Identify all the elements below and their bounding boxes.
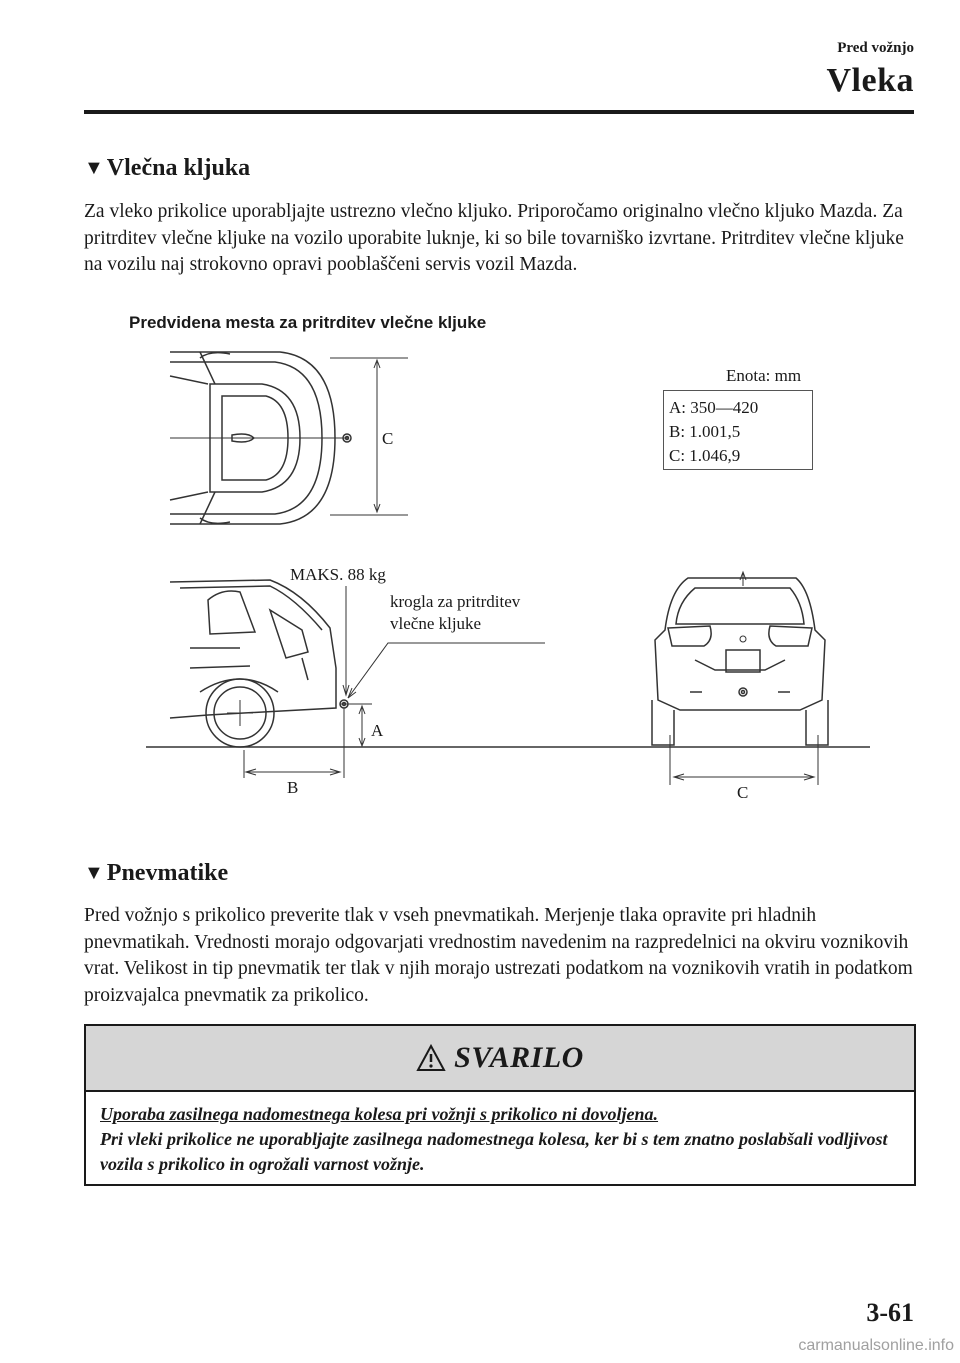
tow-ball-label-line2: vlečne kljuke [390, 614, 482, 633]
dimension-c-label-top: C [382, 429, 394, 448]
dimension-b-label: B [287, 778, 299, 797]
triangle-down-icon: ▼ [84, 862, 104, 884]
warning-line-2: Pri vleki prikolice ne uporabljajte zasilnega nadomestnega kolesa, ker bi s tem znatno poslabšali vodljivost vozila s prikolico in ogrožali varnost vožnje. [100, 1129, 888, 1174]
dimension-b [244, 708, 344, 778]
dimension-spec-box [663, 390, 813, 470]
header-divider [84, 110, 914, 114]
car-rear-view-illustration [652, 572, 828, 745]
tow-ball-leader-line [348, 643, 545, 698]
max-load-label: MAKS. 88 kg [290, 565, 386, 584]
spec-b: B: 1.001,5 [669, 422, 741, 441]
dimension-c-label-rear: C [737, 783, 749, 802]
section-paragraph: Pred vožnjo s prikolico preverite tlak v vseh pnevmatikah. Merjenje tlaka opravite pri hladnih pnevmatikah. Vrednosti morajo odgovarjati vrednostim navedenim na razpredelnici na okviru voznikovih vrat. Velikost in tip pnevmatik ter tlak v njih morajo ustrezati podatkom na voznikovih vratih in podatkom proizvajalca pnevmatik za prikolico. [84, 905, 913, 1006]
warning-box [84, 1024, 916, 1186]
page-number: 3-61 [866, 1298, 914, 1327]
unit-label: Enota: mm [726, 366, 802, 385]
section-heading-text: Pnevmatike [106, 860, 229, 886]
warning-title: SVARILO [454, 1041, 584, 1074]
dimension-a [340, 704, 372, 746]
tow-ball-label-line1: krogla za pritrditev [390, 592, 521, 611]
dimension-c-top [330, 358, 408, 515]
page-title: Vleka [826, 62, 914, 99]
warning-header [86, 1026, 914, 1092]
watermark: carmanualsonline.info [798, 1337, 954, 1354]
section-heading-tires [84, 860, 228, 887]
section-paragraph: Za vleko prikolice uporabljajte ustrezno vlečno kljuko. Priporočamo originalno vlečno kljuko Mazda. Za pritrditev vlečne kljuke na vozilo uporabite luknje, ki so bile tovarniško izvrtane. Pritrditev vlečne kljuke na vozilu naj strokovno opravi pooblaščeni servis vozil Mazda. [84, 201, 904, 275]
warning-line-1: Uporaba zasilnega nadomestnega kolesa pri vožnji s prikolico ni dovoljena. [100, 1104, 659, 1124]
warning-triangle-icon [416, 1044, 446, 1072]
car-side-view-illustration [170, 580, 336, 747]
figure-caption: Predvidena mesta za pritrditev vlečne kljuke [129, 313, 487, 332]
dimension-a-label: A [371, 721, 384, 740]
section-heading-tow-hitch [84, 155, 250, 182]
tow-ball-marker-rear [739, 688, 747, 696]
header-section-label: Pred vožnjo [837, 40, 914, 56]
dimension-c-rear [670, 735, 818, 785]
car-top-view-illustration [170, 352, 348, 524]
section-heading-text: Vlečna kljuka [106, 155, 251, 181]
spec-c: C: 1.046,9 [669, 446, 741, 465]
warning-body [86, 1092, 914, 1177]
triangle-down-icon: ▼ [84, 157, 104, 179]
spec-a: A: 350—420 [669, 398, 759, 417]
